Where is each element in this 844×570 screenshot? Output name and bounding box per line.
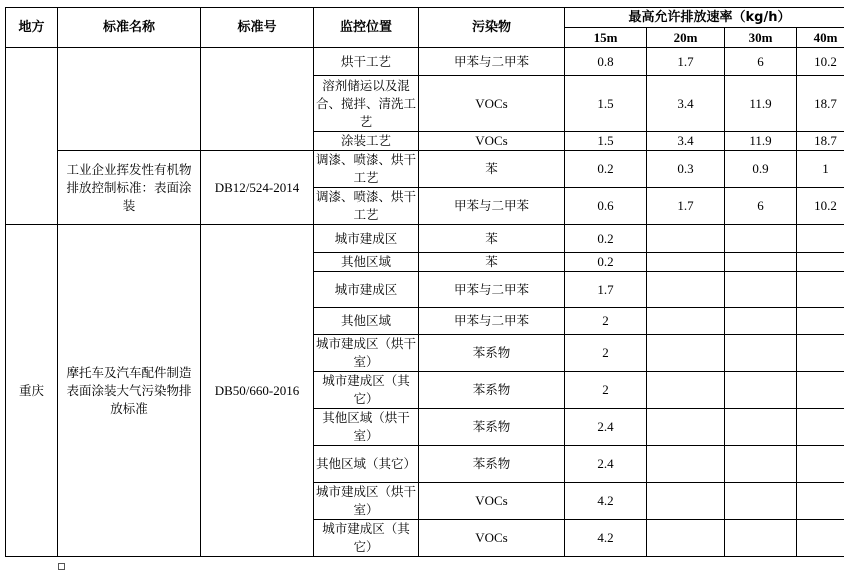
standard-name-cell-blank <box>58 48 201 151</box>
rate-15m-cell: 4.2 <box>565 520 647 557</box>
location-cell: 城市建成区 <box>314 272 419 308</box>
header-location: 监控位置 <box>314 8 419 48</box>
pollutant-cell: 苯 <box>419 225 565 253</box>
rate-20m-cell: 0.3 <box>647 151 725 188</box>
pollutant-cell: 甲苯与二甲苯 <box>419 188 565 225</box>
rate-40m-cell: 10.2 <box>797 48 844 76</box>
rate-40m-cell <box>797 483 844 520</box>
rate-30m-cell <box>725 253 797 272</box>
pollutant-cell: 甲苯与二甲苯 <box>419 48 565 76</box>
location-cell: 调漆、喷漆、烘干工艺 <box>314 188 419 225</box>
rate-40m-cell: 18.7 <box>797 76 844 132</box>
rate-20m-cell: 1.7 <box>647 188 725 225</box>
location-cell: 溶剂储运以及混合、搅拌、清洗工艺 <box>314 76 419 132</box>
header-rate-group: 最高允许排放速率（kg/h） <box>565 8 844 28</box>
table-resize-handle[interactable] <box>58 563 65 570</box>
rate-30m-cell <box>725 520 797 557</box>
location-cell: 城市建成区（其它） <box>314 520 419 557</box>
pollutant-cell: 苯系物 <box>419 335 565 372</box>
location-cell: 其他区域（其它） <box>314 446 419 483</box>
rate-30m-cell: 6 <box>725 188 797 225</box>
pollutant-cell: 甲苯与二甲苯 <box>419 308 565 335</box>
location-cell: 其他区域 <box>314 308 419 335</box>
pollutant-cell: 苯 <box>419 151 565 188</box>
rate-40m-cell: 1 <box>797 151 844 188</box>
rate-20m-cell <box>647 253 725 272</box>
rate-30m-cell: 11.9 <box>725 132 797 151</box>
header-height-15m: 15m <box>565 28 647 48</box>
standard-name-cell: 工业企业挥发性有机物排放控制标准：表面涂装 <box>58 151 201 225</box>
rate-40m-cell <box>797 520 844 557</box>
rate-30m-cell <box>725 272 797 308</box>
rate-15m-cell: 2 <box>565 372 647 409</box>
standard-name-cell: 摩托车及汽车配件制造表面涂装大气污染物排放标准 <box>58 225 201 557</box>
pollutant-cell: 苯 <box>419 253 565 272</box>
rate-15m-cell: 0.8 <box>565 48 647 76</box>
pollutant-cell: VOCs <box>419 132 565 151</box>
header-region: 地方 <box>6 8 58 48</box>
location-cell: 城市建成区（烘干室） <box>314 483 419 520</box>
location-cell: 城市建成区 <box>314 225 419 253</box>
emission-standards-table <box>5 7 844 557</box>
rate-20m-cell <box>647 520 725 557</box>
rate-15m-cell: 1.5 <box>565 76 647 132</box>
standard-no-cell-blank <box>201 48 314 151</box>
region-cell: 重庆 <box>6 225 58 557</box>
header-height-20m: 20m <box>647 28 725 48</box>
rate-20m-cell <box>647 335 725 372</box>
rate-15m-cell: 4.2 <box>565 483 647 520</box>
rate-15m-cell: 2 <box>565 308 647 335</box>
rate-30m-cell <box>725 308 797 335</box>
rate-40m-cell <box>797 335 844 372</box>
rate-15m-cell: 0.6 <box>565 188 647 225</box>
header-height-40m: 40m <box>797 28 844 48</box>
location-cell: 城市建成区（烘干室） <box>314 335 419 372</box>
rate-20m-cell <box>647 372 725 409</box>
rate-15m-cell: 0.2 <box>565 225 647 253</box>
location-cell: 涂装工艺 <box>314 132 419 151</box>
rate-40m-cell <box>797 446 844 483</box>
rate-40m-cell <box>797 253 844 272</box>
rate-20m-cell <box>647 483 725 520</box>
rate-15m-cell: 2 <box>565 335 647 372</box>
rate-40m-cell <box>797 409 844 446</box>
rate-15m-cell: 1.5 <box>565 132 647 151</box>
region-cell-blank <box>6 48 58 225</box>
rate-30m-cell <box>725 372 797 409</box>
rate-40m-cell <box>797 225 844 253</box>
rate-30m-cell <box>725 409 797 446</box>
rate-20m-cell <box>647 272 725 308</box>
rate-40m-cell: 18.7 <box>797 132 844 151</box>
standard-no-cell: DB50/660-2016 <box>201 225 314 557</box>
rate-15m-cell: 2.4 <box>565 409 647 446</box>
location-cell: 烘干工艺 <box>314 48 419 76</box>
location-cell: 调漆、喷漆、烘干工艺 <box>314 151 419 188</box>
pollutant-cell: VOCs <box>419 76 565 132</box>
rate-30m-cell <box>725 483 797 520</box>
rate-40m-cell: 10.2 <box>797 188 844 225</box>
rate-20m-cell: 1.7 <box>647 48 725 76</box>
rate-30m-cell: 6 <box>725 48 797 76</box>
rate-40m-cell <box>797 308 844 335</box>
pollutant-cell: 苯系物 <box>419 372 565 409</box>
table-row <box>6 48 844 76</box>
header-standard-no: 标准号 <box>201 8 314 48</box>
rate-20m-cell <box>647 225 725 253</box>
rate-40m-cell <box>797 272 844 308</box>
rate-15m-cell: 1.7 <box>565 272 647 308</box>
standard-no-cell: DB12/524-2014 <box>201 151 314 225</box>
rate-20m-cell: 3.4 <box>647 132 725 151</box>
pollutant-cell: VOCs <box>419 520 565 557</box>
table-row <box>6 151 844 188</box>
rate-40m-cell <box>797 372 844 409</box>
pollutant-cell: VOCs <box>419 483 565 520</box>
location-cell: 其他区域 <box>314 253 419 272</box>
location-cell: 城市建成区（其它） <box>314 372 419 409</box>
pollutant-cell: 苯系物 <box>419 446 565 483</box>
rate-30m-cell: 11.9 <box>725 76 797 132</box>
rate-30m-cell: 0.9 <box>725 151 797 188</box>
rate-15m-cell: 2.4 <box>565 446 647 483</box>
table-row <box>6 225 844 253</box>
header-pollutant: 污染物 <box>419 8 565 48</box>
pollutant-cell: 甲苯与二甲苯 <box>419 272 565 308</box>
rate-30m-cell <box>725 446 797 483</box>
rate-20m-cell <box>647 446 725 483</box>
location-cell: 其他区域（烘干室） <box>314 409 419 446</box>
header-height-30m: 30m <box>725 28 797 48</box>
rate-20m-cell <box>647 409 725 446</box>
pollutant-cell: 苯系物 <box>419 409 565 446</box>
rate-30m-cell <box>725 335 797 372</box>
rate-20m-cell <box>647 308 725 335</box>
rate-30m-cell <box>725 225 797 253</box>
rate-15m-cell: 0.2 <box>565 151 647 188</box>
rate-15m-cell: 0.2 <box>565 253 647 272</box>
header-standard-name: 标准名称 <box>58 8 201 48</box>
rate-20m-cell: 3.4 <box>647 76 725 132</box>
